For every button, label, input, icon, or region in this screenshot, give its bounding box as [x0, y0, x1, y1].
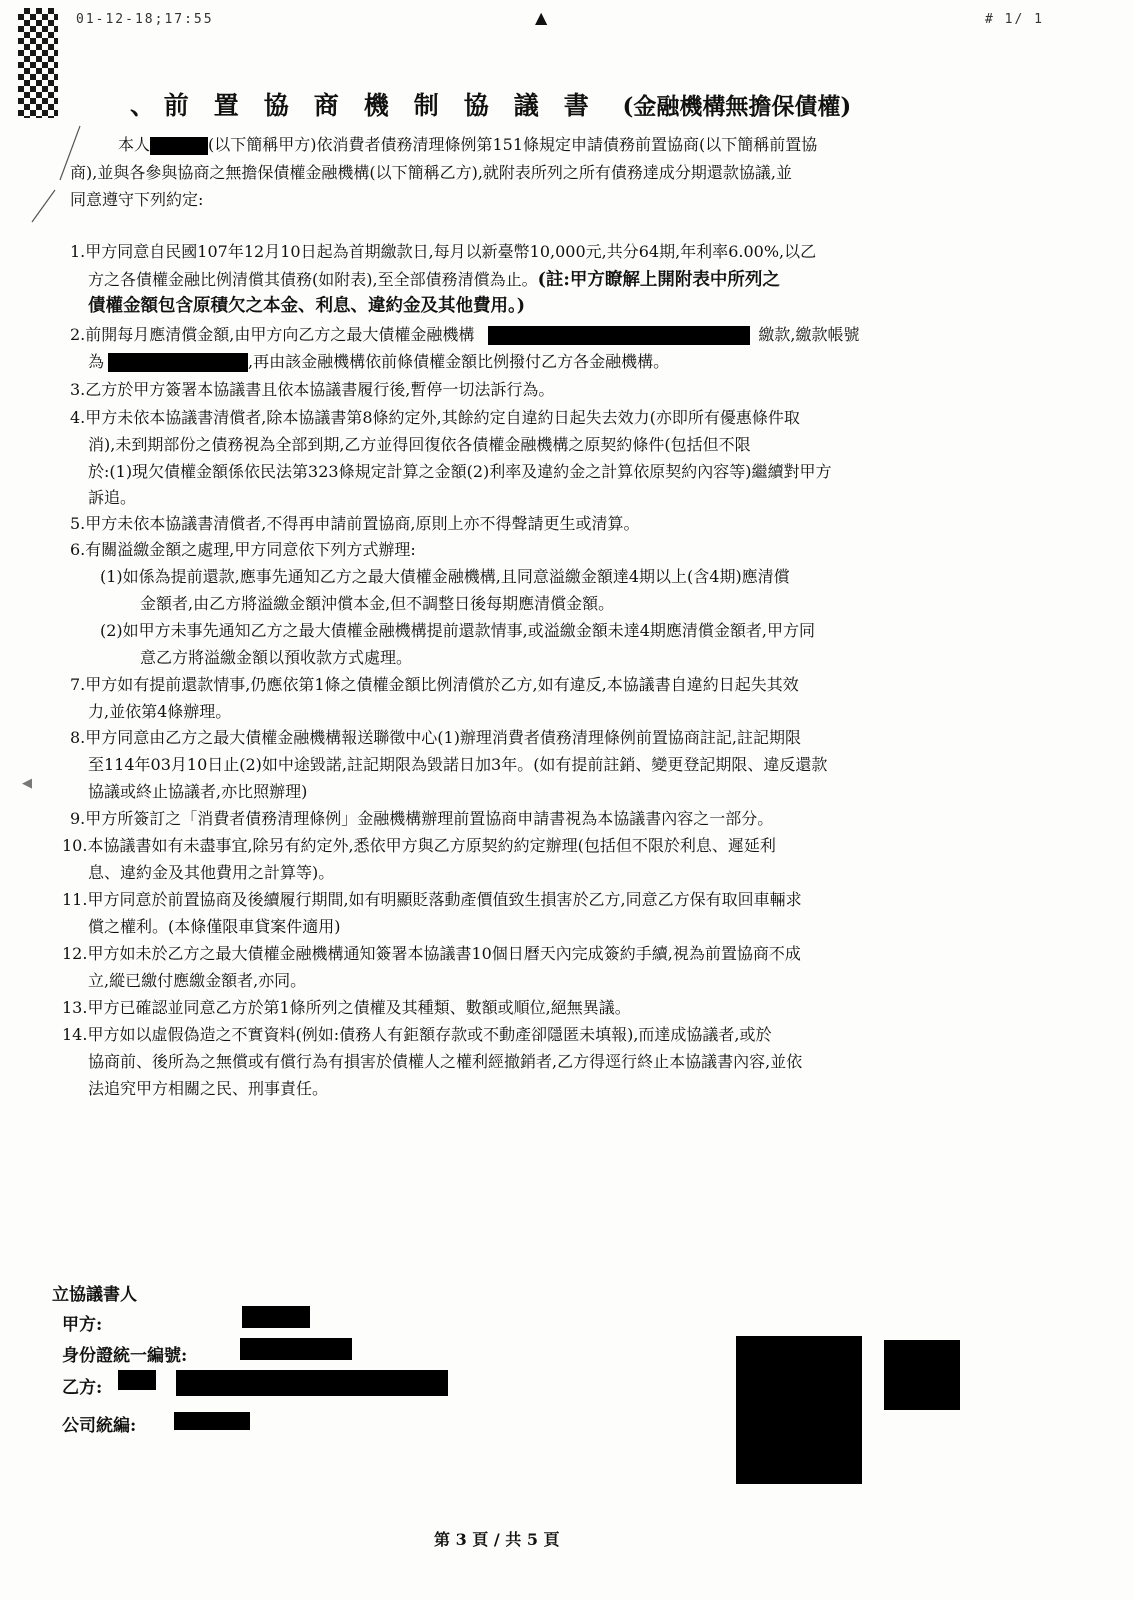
c2-text-a: 2.前開每月應清償金額,由甲方向乙方之最大債權金融機構	[70, 325, 475, 344]
id-number-label: 身份證統一編號:	[62, 1346, 188, 1366]
redaction-company-id	[174, 1412, 250, 1430]
clause-14-line-2: 協商前、後所為之無償或有償行為有損害於債權人之權利經撤銷者,乙方得逕行終止本協議書內容,並依	[88, 1052, 803, 1071]
clause-7-line-1: 7.甲方如有提前還款情事,仍應依第1條之債權金額比例清償於乙方,如有違反,本協議書自違約日起失其效	[70, 675, 799, 694]
redaction-party-a-signature	[242, 1306, 310, 1328]
clause-6-1-line-1: (1)如係為提前還款,應事先通知乙方之最大債權金融機構,且同意溢繳金額達4期以上(含4期)應清償	[100, 567, 790, 586]
clause-2-line-1	[70, 325, 859, 345]
clause-10-line-2: 息、違約金及其他費用之計算等)。	[88, 863, 335, 882]
clause-12-line-1: 12.甲方如未於乙方之最大債權金融機構通知簽署本協議書10個日曆天內完成簽約手續,視為前置協商不成	[62, 944, 801, 963]
pen-stroke-lower	[32, 190, 55, 222]
fax-page-count: # 1/ 1	[985, 12, 1044, 27]
c1-text-c: 月10日起為首期繳款日,每月以新臺幣	[264, 242, 530, 261]
clause-4-line-2: 消),未到期部份之債務視為全部到期,乙方並得回復依各債權金融機構之原契約條件(包括但不限	[88, 435, 751, 454]
clause-4-line-4: 訴追。	[88, 488, 137, 507]
c1-periods: 64	[638, 242, 660, 261]
clause-3: 3.乙方於甲方簽署本協議書且依本協議書履行後,暫停一切法訴行為。	[70, 380, 555, 399]
clause-8-line-1: 8.甲方同意由乙方之最大債權金融機構報送聯徵中心(1)辦理消費者債務清理條例前置協商註記,註記期限	[70, 728, 802, 747]
redaction-bank-name	[488, 326, 750, 345]
c2-text-d: ,再由該金融機構依前條債權金額比例撥付乙方各金融機構。	[248, 352, 670, 371]
redaction-party-b-prefix	[118, 1370, 156, 1390]
intro-l1-b: (以下簡稱甲方)依消費者債務清理條例第151條規定申請債務前置協商(以下簡稱前置協	[208, 135, 818, 154]
clause-11-line-2: 償之權利。(本條僅限車貸案件適用)	[88, 917, 341, 936]
intro-line-3: 同意遵守下列約定:	[70, 190, 204, 209]
clause-8-line-2: 至114年03月10日止(2)如中途毀諾,註記期限為毀諾日加3年。(如有提前註銷、變更登記期限、違反還款	[88, 755, 828, 774]
title-subtitle: (金融機構無擔保債權)	[622, 93, 852, 120]
c1-text-d: 元,共分	[585, 242, 639, 261]
c1-start-year: 107	[197, 242, 228, 261]
party-a-label: 甲方:	[62, 1315, 103, 1335]
clause-4-line-3: 於:(1)現欠債權金額係依民法第323條規定計算之金額(2)利率及違約金之計算依原契約內容等)繼續對甲方	[88, 462, 832, 481]
clause-1-line-1	[70, 242, 816, 262]
fax-checker-marker	[18, 8, 58, 118]
intro-l1-a: 本人	[118, 135, 151, 154]
clause-4-line-1: 4.甲方未依本協議書清償者,除本協議書第8條約定外,其餘約定自違約日起失去效力(亦即所有優惠條件取	[70, 408, 800, 427]
c1-l2-text: 方之各債權金融比例清償其債務(如附表),至全部債務清償為止。	[88, 270, 538, 289]
c2-text-b: 繳款,繳款帳號	[758, 325, 860, 344]
c1-l2-note: (註:甲方瞭解上開附表中所列之	[537, 270, 780, 290]
party-b-label: 乙方:	[62, 1378, 103, 1398]
page-number: 第 3 頁 / 共 5 頁	[434, 1530, 560, 1549]
clause-1-line-2	[88, 270, 780, 290]
title-main: 前置協商機制協議書	[163, 91, 614, 120]
clause-6-2-line-2: 意乙方將溢繳金額以預收款方式處理。	[140, 648, 413, 667]
clause-14-line-1: 14.甲方如以虛假偽造之不實資料(例如:債務人有鉅額存款或不動產卻隱匿未填報),而達成協議者,或於	[62, 1025, 772, 1044]
redaction-party-a-name	[150, 137, 208, 155]
intro-line-1	[118, 135, 817, 155]
c1-monthly-amount: 10,000	[529, 242, 586, 261]
redaction-id-number	[240, 1338, 352, 1360]
clause-14-line-3: 法追究甲方相關之民、刑事責任。	[88, 1079, 329, 1098]
clause-9: 9.甲方所簽訂之「消費者債務清理條例」金融機構辦理前置協商申請書視為本協議書內容之一部分。	[70, 809, 774, 828]
clause-6-2-line-1: (2)如甲方未事先通知乙方之最大債權金融機構提前還款情事,或溢繳金額未達4期應清償金額者,甲方同	[100, 621, 816, 640]
c1-text-b: 年	[227, 242, 244, 261]
fax-top-marker: ▲	[535, 8, 548, 27]
clause-1-line-3: 債權金額包含原積欠之本金、利息、違約金及其他費用。)	[88, 296, 526, 316]
clause-11-line-1: 11.甲方同意於前置協商及後續履行期間,如有明顯貶落動產價值致生損害於乙方,同意乙方保有取回車輛求	[62, 890, 802, 909]
redaction-party-b-name	[176, 1370, 448, 1396]
margin-arrow-icon: ◀	[22, 776, 32, 791]
signatory-heading: 立協議書人	[52, 1285, 137, 1305]
c1-text-f: ,以乙	[779, 242, 817, 261]
clause-10-line-1: 10.本協議書如有未盡事宜,除另有約定外,悉依甲方與乙方原契約約定辦理(包括但不限於利息、遲延利	[62, 836, 776, 855]
clause-5: 5.甲方未依本協議書清償者,不得再申請前置協商,原則上亦不得聲請更生或清算。	[70, 514, 640, 533]
title-lead-mark: 、	[130, 91, 156, 120]
c1-text-a: 1.甲方同意自民國	[70, 242, 198, 261]
c2-text-c: 為	[88, 352, 105, 371]
c1-start-month: 12	[243, 242, 265, 261]
document-title	[130, 86, 851, 122]
c1-text-e: 期,年利率	[659, 242, 729, 261]
clause-13: 13.甲方已確認並同意乙方於第1條所列之債權及其種類、數額或順位,絕無異議。	[62, 998, 631, 1017]
clause-6: 6.有關溢繳金額之處理,甲方同意依下列方式辦理:	[70, 540, 416, 559]
fax-timestamp: 01-12-18;17:55	[76, 12, 214, 27]
redaction-account-number	[108, 353, 248, 372]
clause-8-line-3: 協議或終止協議者,亦比照辦理)	[88, 782, 308, 801]
clause-12-line-2: 立,縱已繳付應繳金額者,亦同。	[88, 971, 307, 990]
c1-interest-rate: 6.00%	[728, 242, 780, 261]
redaction-company-seal	[736, 1336, 862, 1484]
clause-7-line-2: 力,並依第4條辦理。	[88, 702, 232, 721]
clause-2-line-2	[88, 352, 669, 372]
company-id-label: 公司統編:	[62, 1416, 137, 1436]
intro-line-2: 商),並與各參與協商之無擔保債權金融機構(以下簡稱乙方),就附表所列之所有債務達成分期還款協議,並	[70, 163, 792, 182]
redaction-representative-seal	[884, 1340, 960, 1410]
clause-6-1-line-2: 金額者,由乙方將溢繳金額沖償本金,但不調整日後每期應清償金額。	[140, 594, 615, 613]
